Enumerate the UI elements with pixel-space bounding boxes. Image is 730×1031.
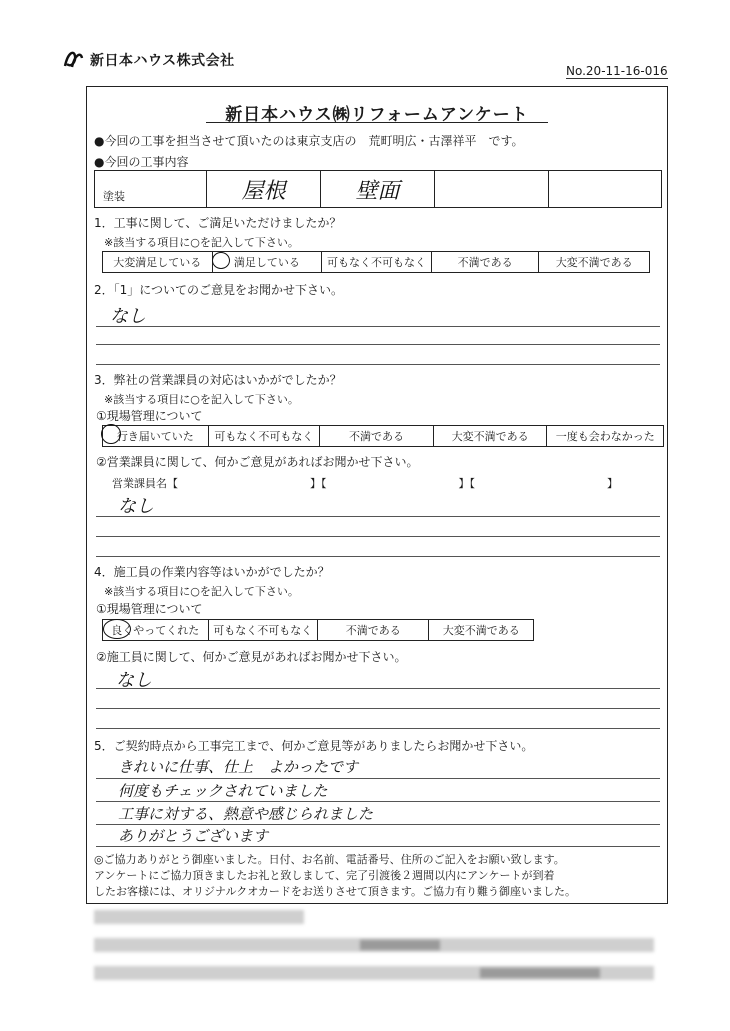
answer-line bbox=[96, 846, 660, 847]
staff-line: ●今回の工事を担当させて頂いたのは東京支店の 荒町明広・古澤祥平 です。 bbox=[94, 134, 524, 148]
q5-question: 5．ご契約時点から工事完工まで、何かご意見等がありましたらお聞かせ下さい。 bbox=[94, 739, 534, 753]
q4-option[interactable]: 大変不満である bbox=[442, 624, 520, 637]
q3-sub2: ②営業課員に関して、何かご意見があればお聞かせ下さい。 bbox=[96, 455, 419, 469]
work-category: 塗装 bbox=[95, 171, 207, 207]
q1-selection-mark bbox=[212, 252, 230, 269]
work-content-table bbox=[94, 170, 662, 208]
q5-answer-line-1: きれいに仕事、仕上 よかったです bbox=[118, 758, 359, 776]
answer-line bbox=[96, 778, 660, 779]
answer-line bbox=[96, 556, 660, 557]
footer-line-1: ◎ご協力ありがとう御座いました。日付、お名前、電話番号、住所のご記入をお願い致します。 bbox=[94, 853, 565, 866]
q1-question: 1．工事に関して、ご満足いただけましたか？ bbox=[94, 216, 342, 230]
footer-line-3: したお客様には、オリジナルクオカードをお送りさせて頂きます。ご協力有り難う御座いました。 bbox=[94, 885, 577, 898]
answer-line bbox=[96, 516, 660, 517]
answer-line bbox=[96, 536, 660, 537]
q2-question: 2．「1」についてのご意見をお聞かせ下さい。 bbox=[94, 283, 344, 297]
title-underline bbox=[206, 122, 548, 123]
q3-selection-mark bbox=[101, 424, 121, 444]
answer-line bbox=[96, 326, 660, 327]
footer-line-2: アンケートにご協力頂きましたお礼と致しまして、完了引渡後２週間以内にアンケートが到着 bbox=[94, 869, 555, 882]
answer-line bbox=[96, 344, 660, 345]
q3-option[interactable]: 不満である bbox=[320, 426, 434, 446]
q1-option[interactable]: 可もなく不可もなく bbox=[322, 252, 432, 272]
answer-line bbox=[96, 688, 660, 689]
q3-sub1: ①現場管理について bbox=[96, 409, 203, 423]
answer-line bbox=[96, 728, 660, 729]
answer-line bbox=[96, 801, 660, 802]
q1-option-selected[interactable]: 満足している bbox=[213, 252, 323, 272]
q4-sub1: ①現場管理について bbox=[96, 602, 203, 616]
company-name: 新日本ハウス株式会社 bbox=[90, 53, 235, 69]
q1-note: ※該当する項目に○を記入して下さい。 bbox=[104, 236, 299, 249]
q4-options bbox=[102, 619, 534, 641]
q3-option-selected[interactable]: 行き届いていた bbox=[103, 426, 209, 446]
work-item-3 bbox=[435, 171, 549, 207]
q4-sub2: ②施工員に関して、何かご意見があればお聞かせ下さい。 bbox=[96, 650, 407, 664]
company-logo-icon bbox=[62, 48, 84, 70]
q3-staff-names: 営業課員名【 】【 】【 】 bbox=[112, 477, 618, 490]
q1-option[interactable]: 大変不満である bbox=[555, 256, 633, 269]
q3-option[interactable]: 可もなく不可もなく bbox=[209, 426, 321, 446]
q1-option[interactable]: 不満である bbox=[432, 252, 540, 272]
q1-option[interactable]: 大変満足している bbox=[103, 252, 213, 272]
q3-option[interactable]: 一度も会わなかった bbox=[555, 430, 655, 443]
q4-question: 4．施工員の作業内容等はいかがでしたか？ bbox=[94, 565, 330, 579]
redacted-date bbox=[94, 910, 304, 924]
q3-option[interactable]: 大変不満である bbox=[434, 426, 548, 446]
q3-question: 3．弊社の営業課員の対応はいかがでしたか？ bbox=[94, 373, 342, 387]
redacted-block bbox=[480, 968, 600, 978]
q3-answer: なし bbox=[118, 496, 154, 517]
q4-answer: なし bbox=[116, 670, 152, 691]
document-number: No.20-11-16-016 bbox=[566, 64, 668, 78]
q4-selection-mark bbox=[103, 619, 131, 639]
q5-answer-line-2: 何度もチェックされていました bbox=[118, 782, 328, 800]
work-item-2: 壁面 bbox=[321, 171, 435, 207]
q3-note: ※該当する項目に○を記入して下さい。 bbox=[104, 393, 299, 406]
q3-options bbox=[102, 425, 664, 447]
q2-answer: なし bbox=[110, 306, 146, 327]
answer-line bbox=[96, 708, 660, 709]
q4-option[interactable]: 可もなく不可もなく bbox=[209, 620, 318, 640]
q1-options bbox=[102, 251, 650, 273]
q4-note: ※該当する項目に○を記入して下さい。 bbox=[104, 585, 299, 598]
work-item-1: 屋根 bbox=[207, 171, 321, 207]
work-item-4 bbox=[549, 171, 661, 207]
q5-answer-line-3: 工事に対する、熱意や感じられました bbox=[118, 805, 374, 823]
work-heading: ●今回の工事内容 bbox=[94, 155, 189, 169]
q5-answer-line-4: ありがとうございます bbox=[118, 827, 269, 845]
q4-option-selected[interactable]: 良くやってくれた bbox=[103, 620, 209, 640]
redacted-block bbox=[360, 940, 440, 950]
survey-title: 新日本ハウス㈱リフォームアンケート bbox=[225, 105, 529, 125]
q4-option[interactable]: 不満である bbox=[318, 620, 429, 640]
answer-line bbox=[96, 364, 660, 365]
